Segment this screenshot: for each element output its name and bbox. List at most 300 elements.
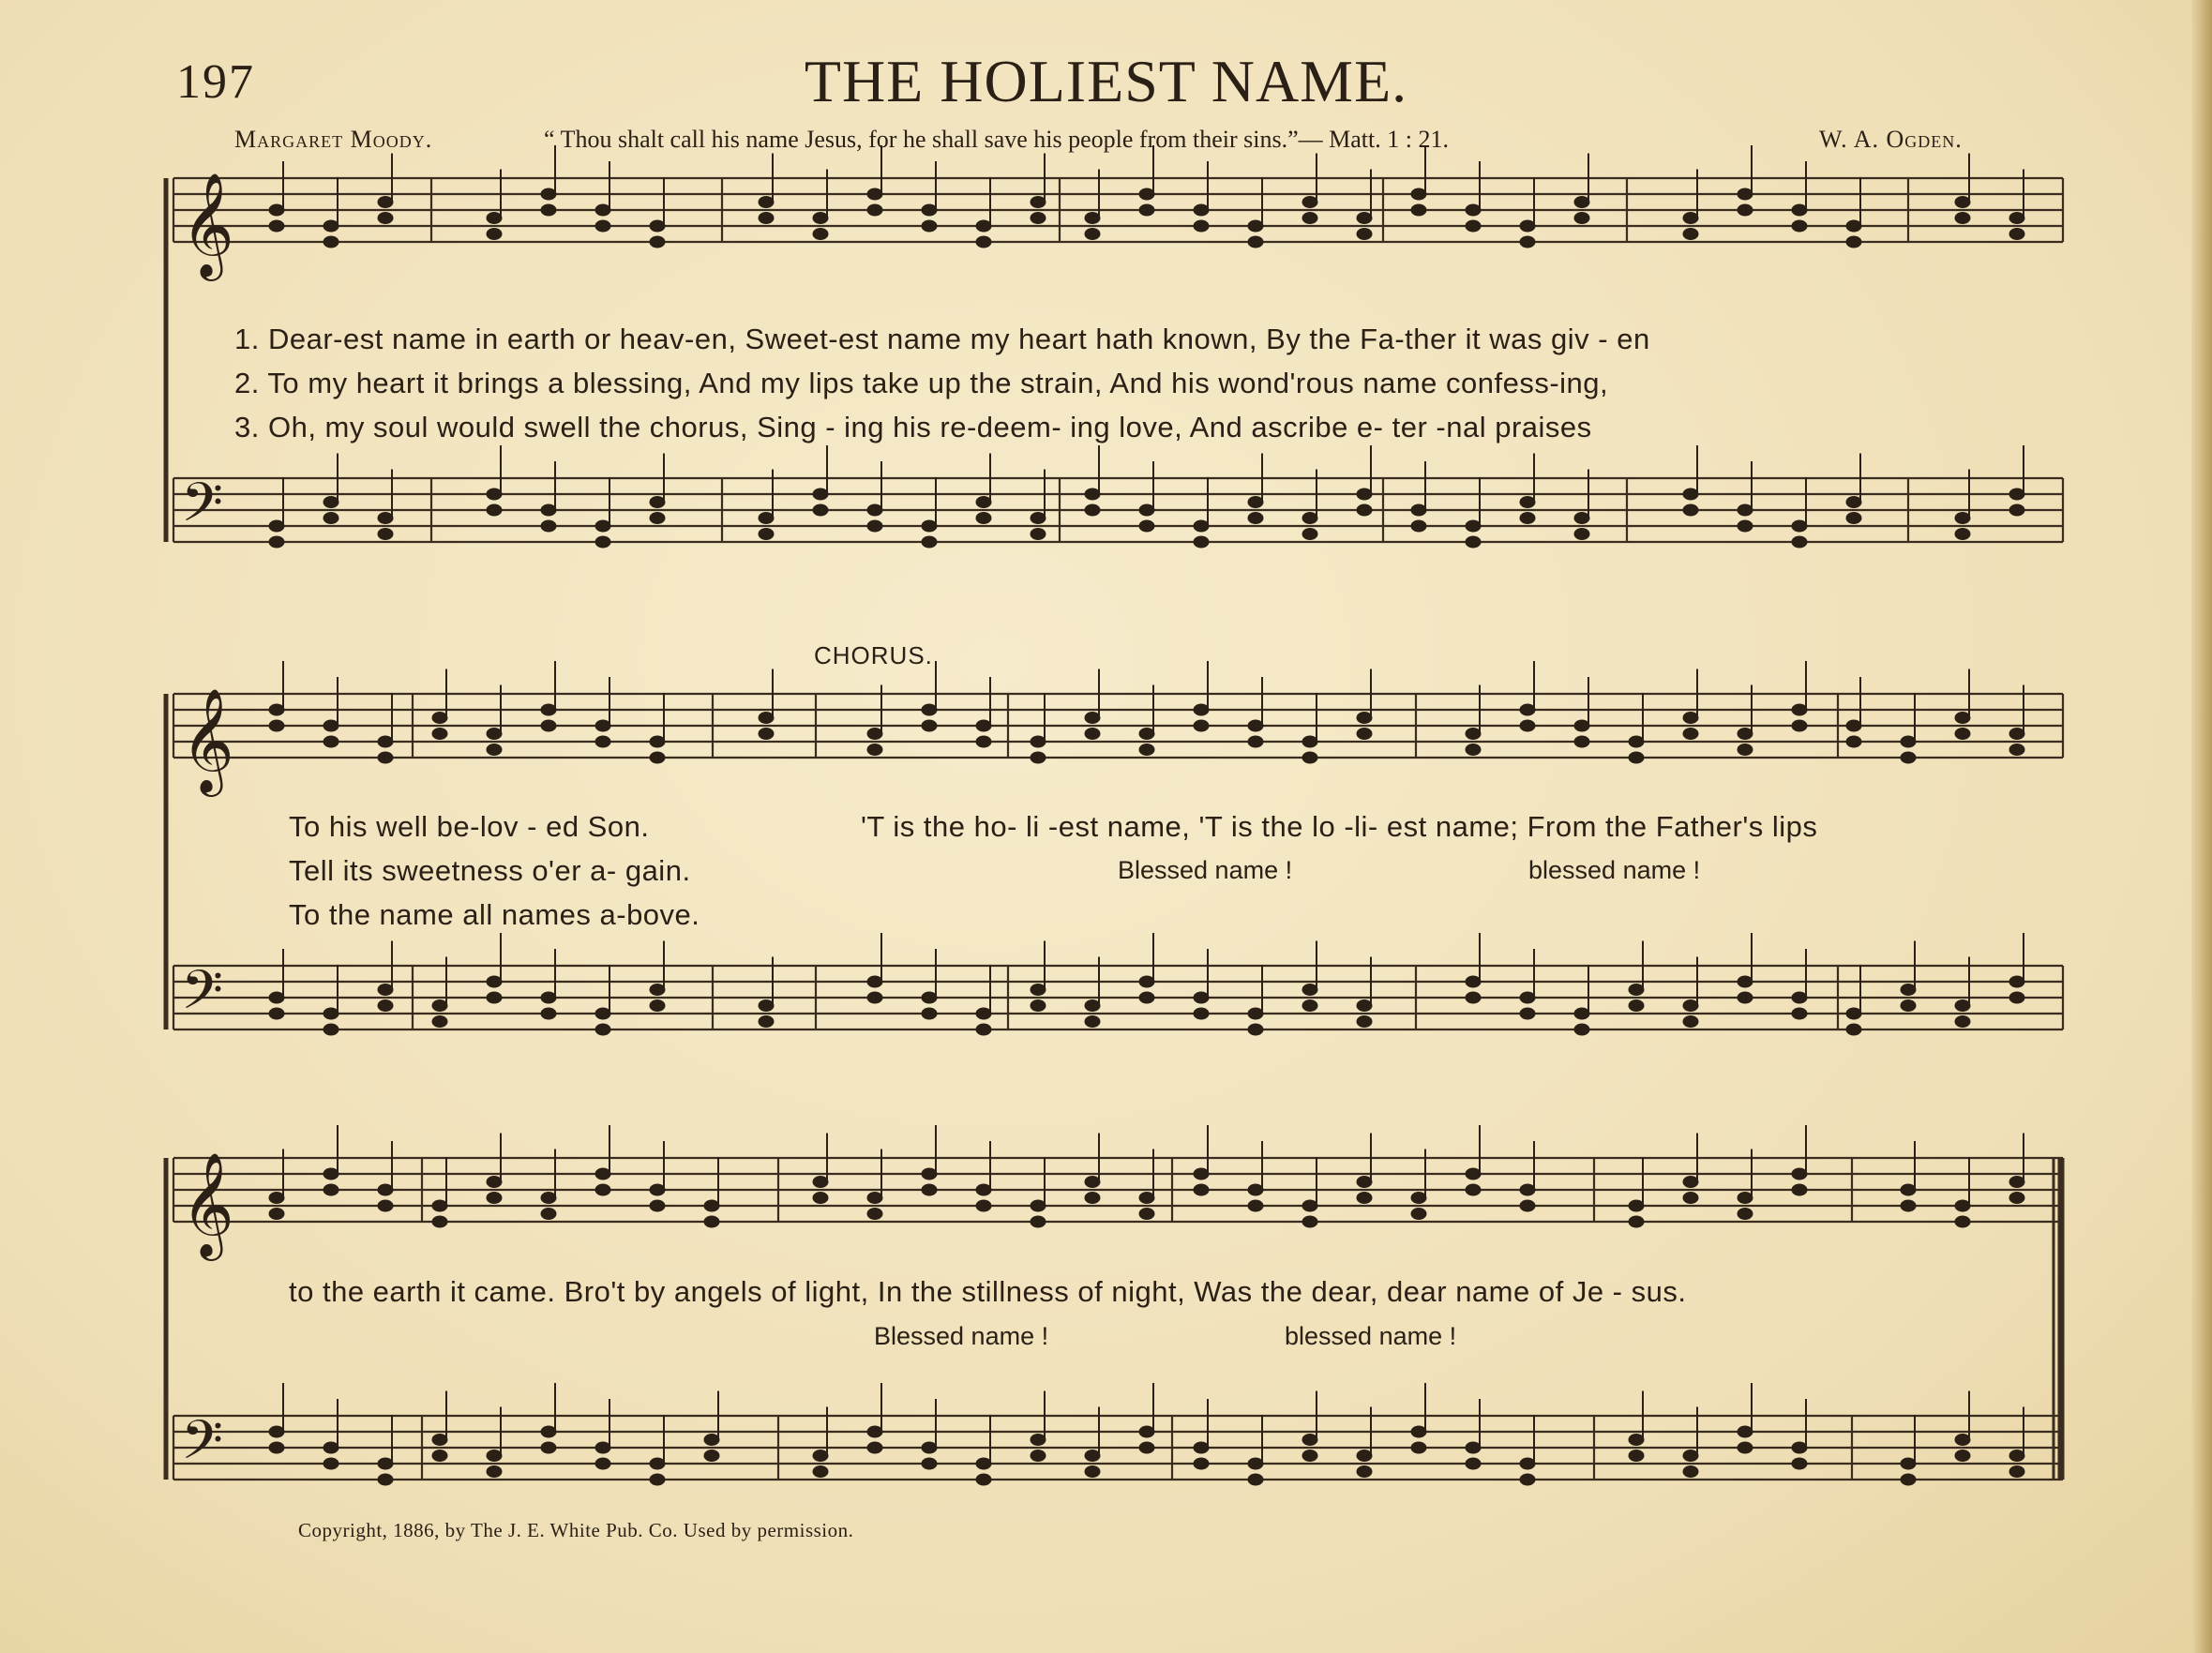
note-head bbox=[1248, 736, 1263, 747]
note-head bbox=[595, 1442, 610, 1453]
note-head bbox=[1139, 1193, 1154, 1204]
note-head bbox=[1085, 488, 1100, 500]
note-head bbox=[1031, 752, 1046, 763]
note-head bbox=[1574, 213, 1589, 224]
note-head bbox=[487, 213, 502, 224]
note-head bbox=[269, 220, 284, 232]
note-head bbox=[1629, 736, 1644, 747]
note-head bbox=[704, 1450, 719, 1462]
note-head bbox=[541, 704, 556, 715]
note-head bbox=[595, 520, 610, 532]
note-head bbox=[1738, 1426, 1753, 1437]
note-head bbox=[378, 513, 393, 524]
note-head bbox=[1792, 1008, 1807, 1019]
note-head bbox=[1302, 984, 1317, 996]
note-head bbox=[432, 1450, 447, 1462]
note-head bbox=[2009, 744, 2024, 756]
note-head bbox=[1302, 1200, 1317, 1211]
note-head bbox=[1248, 1458, 1263, 1469]
note-head bbox=[1411, 204, 1426, 216]
note-head bbox=[541, 1193, 556, 1204]
note-head bbox=[976, 513, 991, 524]
note-head bbox=[1248, 1200, 1263, 1211]
note-head bbox=[2009, 992, 2024, 1003]
note-head bbox=[1248, 1474, 1263, 1485]
note-head bbox=[1574, 1008, 1589, 1019]
note-head bbox=[1574, 720, 1589, 731]
note-head bbox=[595, 220, 610, 232]
note-head bbox=[1520, 1184, 1535, 1195]
note-head bbox=[269, 720, 284, 731]
note-head bbox=[922, 1008, 937, 1019]
note-head bbox=[1411, 1426, 1426, 1437]
note-head bbox=[1466, 992, 1481, 1003]
note-head bbox=[759, 197, 774, 208]
note-head bbox=[976, 1008, 991, 1019]
note-head bbox=[1085, 1193, 1100, 1204]
note-head bbox=[1085, 504, 1100, 516]
author-credit: Margaret Moody. bbox=[234, 126, 433, 153]
note-head bbox=[378, 529, 393, 540]
note-head bbox=[1302, 752, 1317, 763]
note-head bbox=[1846, 220, 1861, 232]
note-head bbox=[1792, 536, 1807, 548]
note-head bbox=[1031, 1216, 1046, 1227]
note-head bbox=[1031, 1000, 1046, 1012]
note-head bbox=[269, 1193, 284, 1204]
note-head bbox=[1031, 213, 1046, 224]
note-head bbox=[1792, 720, 1807, 731]
note-head bbox=[324, 1008, 339, 1019]
note-head bbox=[922, 536, 937, 548]
note-head bbox=[541, 204, 556, 216]
note-head bbox=[650, 1000, 665, 1012]
note-head bbox=[432, 1216, 447, 1227]
note-head bbox=[1901, 1184, 1916, 1195]
note-head bbox=[1955, 729, 1970, 740]
note-head bbox=[1357, 1193, 1372, 1204]
scripture-quote: “ Thou shalt call his name Jesus, for he shall save his people from their sins.”— Matt. 1 : 21. bbox=[544, 126, 1449, 153]
note-head bbox=[650, 513, 665, 524]
note-head bbox=[976, 720, 991, 731]
note-head bbox=[1411, 188, 1426, 200]
note-head bbox=[1085, 1177, 1100, 1188]
note-head bbox=[1357, 229, 1372, 240]
note-head bbox=[2009, 729, 2024, 740]
note-head bbox=[867, 204, 882, 216]
note-head bbox=[1792, 1168, 1807, 1180]
note-head bbox=[1194, 204, 1209, 216]
note-head bbox=[487, 229, 502, 240]
note-head bbox=[1302, 213, 1317, 224]
note-head bbox=[1357, 488, 1372, 500]
note-head bbox=[1139, 1442, 1154, 1453]
note-head bbox=[1792, 520, 1807, 532]
note-head bbox=[922, 1168, 937, 1180]
note-head bbox=[595, 736, 610, 747]
note-head bbox=[1683, 488, 1698, 500]
note-head bbox=[922, 520, 937, 532]
note-head bbox=[813, 1177, 828, 1188]
verse-1-ending: To his well be-lov - ed Son. bbox=[289, 810, 650, 843]
note-head bbox=[541, 1442, 556, 1453]
note-head bbox=[1085, 229, 1100, 240]
note-head bbox=[922, 1442, 937, 1453]
note-head bbox=[1085, 1016, 1100, 1028]
note-head bbox=[1846, 1008, 1861, 1019]
note-head bbox=[1466, 220, 1481, 232]
note-head bbox=[269, 204, 284, 216]
note-head bbox=[1466, 744, 1481, 756]
note-head bbox=[1139, 204, 1154, 216]
note-head bbox=[1683, 229, 1698, 240]
note-head bbox=[432, 1200, 447, 1211]
note-head bbox=[1302, 529, 1317, 540]
note-head bbox=[595, 1024, 610, 1035]
note-head bbox=[1792, 992, 1807, 1003]
note-head bbox=[2009, 1466, 2024, 1478]
note-head bbox=[1738, 1209, 1753, 1220]
note-head bbox=[541, 1008, 556, 1019]
note-head bbox=[922, 220, 937, 232]
note-head bbox=[595, 1184, 610, 1195]
note-head bbox=[324, 1184, 339, 1195]
note-head bbox=[1629, 1435, 1644, 1446]
composer-credit: W. A. Ogden. bbox=[1819, 126, 1963, 153]
note-head bbox=[976, 220, 991, 232]
note-head bbox=[867, 1193, 882, 1204]
note-head bbox=[378, 736, 393, 747]
note-head bbox=[759, 713, 774, 724]
note-head bbox=[1955, 1216, 1970, 1227]
note-head bbox=[541, 504, 556, 516]
treble-clef-icon: 𝄞 bbox=[181, 687, 234, 792]
note-head bbox=[378, 1200, 393, 1211]
chorus-label: CHORUS. bbox=[814, 641, 933, 669]
note-head bbox=[324, 220, 339, 232]
note-head bbox=[487, 1193, 502, 1204]
note-head bbox=[324, 497, 339, 508]
note-head bbox=[813, 213, 828, 224]
note-head bbox=[1194, 1458, 1209, 1469]
note-head bbox=[1031, 1435, 1046, 1446]
note-head bbox=[867, 188, 882, 200]
note-head bbox=[1194, 1184, 1209, 1195]
note-head bbox=[1846, 1024, 1861, 1035]
note-head bbox=[1085, 213, 1100, 224]
note-head bbox=[759, 729, 774, 740]
note-head bbox=[704, 1200, 719, 1211]
note-head bbox=[1520, 704, 1535, 715]
note-head bbox=[269, 1008, 284, 1019]
note-head bbox=[432, 1016, 447, 1028]
note-head bbox=[759, 1016, 774, 1028]
note-head bbox=[1520, 1474, 1535, 1485]
note-head bbox=[1031, 984, 1046, 996]
note-head bbox=[1792, 204, 1807, 216]
note-head bbox=[1955, 1200, 1970, 1211]
note-head bbox=[1139, 520, 1154, 532]
note-head bbox=[541, 720, 556, 731]
note-head bbox=[922, 1184, 937, 1195]
note-head bbox=[1683, 504, 1698, 516]
note-head bbox=[378, 1474, 393, 1485]
note-head bbox=[2009, 1177, 2024, 1188]
hymn-title: THE HOLIEST NAME. bbox=[804, 48, 1408, 114]
note-head bbox=[541, 520, 556, 532]
note-head bbox=[595, 1168, 610, 1180]
note-head bbox=[1955, 213, 1970, 224]
note-head bbox=[759, 513, 774, 524]
note-head bbox=[1357, 713, 1372, 724]
note-head bbox=[650, 236, 665, 248]
copyright-notice: Copyright, 1886, by The J. E. White Pub. Co. Used by permission. bbox=[298, 1519, 854, 1541]
note-head bbox=[1629, 1000, 1644, 1012]
note-head bbox=[269, 1442, 284, 1453]
note-head bbox=[1302, 513, 1317, 524]
note-head bbox=[650, 1474, 665, 1485]
note-head bbox=[1846, 513, 1861, 524]
note-head bbox=[1248, 236, 1263, 248]
note-head bbox=[2009, 1193, 2024, 1204]
note-head bbox=[1302, 1000, 1317, 1012]
verse-2-line: 2. To my heart it brings a blessing, And my lips take up the strain, And his wond'rous name confess-ing, bbox=[234, 367, 1609, 399]
chorus-line-1: 'T is the ho- li -est name, 'T is the lo -li- est name; From the Father's lips bbox=[861, 810, 1818, 843]
note-head bbox=[1139, 504, 1154, 516]
note-head bbox=[1792, 1184, 1807, 1195]
note-head bbox=[1901, 1000, 1916, 1012]
note-head bbox=[650, 1184, 665, 1195]
note-head bbox=[487, 729, 502, 740]
note-head bbox=[867, 520, 882, 532]
note-head bbox=[269, 1426, 284, 1437]
note-head bbox=[1955, 197, 1970, 208]
note-head bbox=[813, 504, 828, 516]
note-head bbox=[324, 736, 339, 747]
note-head bbox=[650, 1458, 665, 1469]
verse-1-line: 1. Dear-est name in earth or heav-en, Sweet-est name my heart hath known, By the Fa-ther it was giv - en bbox=[234, 323, 1650, 355]
note-head bbox=[1248, 1024, 1263, 1035]
note-head bbox=[1411, 1442, 1426, 1453]
chorus-echo-1a: Blessed name ! bbox=[1118, 856, 1293, 884]
note-head bbox=[378, 213, 393, 224]
note-head bbox=[813, 488, 828, 500]
note-head bbox=[1194, 520, 1209, 532]
note-head bbox=[1629, 752, 1644, 763]
note-head bbox=[1466, 976, 1481, 987]
note-head bbox=[759, 213, 774, 224]
note-head bbox=[1738, 520, 1753, 532]
note-head bbox=[1248, 1008, 1263, 1019]
note-head bbox=[1520, 236, 1535, 248]
note-head bbox=[541, 992, 556, 1003]
note-head bbox=[1792, 704, 1807, 715]
note-head bbox=[1302, 197, 1317, 208]
note-head bbox=[1411, 1193, 1426, 1204]
note-head bbox=[1520, 513, 1535, 524]
note-head bbox=[269, 520, 284, 532]
note-head bbox=[1085, 713, 1100, 724]
note-head bbox=[813, 1466, 828, 1478]
note-head bbox=[1466, 1458, 1481, 1469]
note-head bbox=[595, 1008, 610, 1019]
note-head bbox=[1846, 720, 1861, 731]
note-head bbox=[1466, 1168, 1481, 1180]
note-head bbox=[1955, 513, 1970, 524]
note-head bbox=[1139, 1209, 1154, 1220]
note-head bbox=[269, 1209, 284, 1220]
note-head bbox=[1248, 720, 1263, 731]
note-head bbox=[1901, 1200, 1916, 1211]
note-head bbox=[1629, 1200, 1644, 1211]
note-head bbox=[867, 976, 882, 987]
note-head bbox=[487, 992, 502, 1003]
note-head bbox=[976, 497, 991, 508]
note-head bbox=[1846, 497, 1861, 508]
note-head bbox=[1901, 752, 1916, 763]
note-head bbox=[1248, 513, 1263, 524]
note-head bbox=[1194, 720, 1209, 731]
note-head bbox=[1302, 1216, 1317, 1227]
note-head bbox=[1738, 504, 1753, 516]
note-head bbox=[1411, 520, 1426, 532]
note-head bbox=[1139, 1426, 1154, 1437]
note-head bbox=[1955, 1435, 1970, 1446]
note-head bbox=[378, 984, 393, 996]
note-head bbox=[650, 1200, 665, 1211]
note-head bbox=[922, 720, 937, 731]
note-head bbox=[976, 1024, 991, 1035]
note-head bbox=[1466, 520, 1481, 532]
note-head bbox=[2009, 976, 2024, 987]
note-head bbox=[1738, 744, 1753, 756]
note-head bbox=[1411, 1209, 1426, 1220]
bass-clef-icon: 𝄢 bbox=[181, 471, 224, 548]
note-head bbox=[1683, 213, 1698, 224]
note-head bbox=[487, 1450, 502, 1462]
note-head bbox=[650, 984, 665, 996]
note-head bbox=[595, 1458, 610, 1469]
note-head bbox=[1031, 1200, 1046, 1211]
note-head bbox=[1085, 1000, 1100, 1012]
note-head bbox=[1955, 529, 1970, 540]
note-head bbox=[1357, 1450, 1372, 1462]
note-head bbox=[1248, 1184, 1263, 1195]
note-head bbox=[976, 1474, 991, 1485]
note-head bbox=[759, 529, 774, 540]
note-head bbox=[1846, 736, 1861, 747]
note-head bbox=[487, 488, 502, 500]
note-head bbox=[1357, 1000, 1372, 1012]
note-head bbox=[432, 729, 447, 740]
note-head bbox=[1629, 984, 1644, 996]
note-head bbox=[541, 1426, 556, 1437]
chorus-echo-1b: blessed name ! bbox=[1528, 856, 1701, 884]
note-head bbox=[1520, 992, 1535, 1003]
note-head bbox=[541, 188, 556, 200]
note-head bbox=[1466, 536, 1481, 548]
note-head bbox=[595, 536, 610, 548]
note-head bbox=[867, 744, 882, 756]
note-head bbox=[378, 1000, 393, 1012]
note-head bbox=[1302, 1435, 1317, 1446]
note-head bbox=[1139, 992, 1154, 1003]
note-head bbox=[867, 729, 882, 740]
note-head bbox=[1683, 1016, 1698, 1028]
chorus-line-2: to the earth it came. Bro't by angels of light, In the stillness of night, Was the dear, dear name of Je - sus. bbox=[289, 1275, 1687, 1308]
note-head bbox=[650, 220, 665, 232]
note-head bbox=[2009, 1450, 2024, 1462]
note-head bbox=[1683, 1466, 1698, 1478]
note-head bbox=[2009, 504, 2024, 516]
note-head bbox=[324, 1024, 339, 1035]
chorus-echo-2a: Blessed name ! bbox=[874, 1322, 1049, 1350]
note-head bbox=[1302, 736, 1317, 747]
note-head bbox=[1901, 1458, 1916, 1469]
note-head bbox=[324, 1442, 339, 1453]
note-head bbox=[1194, 1442, 1209, 1453]
note-head bbox=[378, 752, 393, 763]
note-head bbox=[1792, 1442, 1807, 1453]
hymn-number: 197 bbox=[176, 55, 255, 109]
note-head bbox=[487, 1466, 502, 1478]
note-head bbox=[269, 536, 284, 548]
note-head bbox=[1738, 976, 1753, 987]
note-head bbox=[1955, 713, 1970, 724]
note-head bbox=[976, 1458, 991, 1469]
note-head bbox=[1574, 1024, 1589, 1035]
note-head bbox=[976, 736, 991, 747]
note-head bbox=[1194, 992, 1209, 1003]
note-head bbox=[1466, 1442, 1481, 1453]
note-head bbox=[1031, 197, 1046, 208]
note-head bbox=[813, 1450, 828, 1462]
note-head bbox=[1629, 1450, 1644, 1462]
note-head bbox=[867, 504, 882, 516]
note-head bbox=[1248, 220, 1263, 232]
note-head bbox=[1901, 1474, 1916, 1485]
note-head bbox=[2009, 229, 2024, 240]
note-head bbox=[1031, 513, 1046, 524]
note-head bbox=[1520, 1458, 1535, 1469]
bass-clef-icon: 𝄢 bbox=[181, 1408, 224, 1485]
note-head bbox=[432, 1000, 447, 1012]
note-head bbox=[2009, 488, 2024, 500]
verse-3-line: 3. Oh, my soul would swell the chorus, Sing - ing his re-deem- ing love, And ascribe e- ter -nal praises bbox=[234, 411, 1592, 443]
note-head bbox=[324, 236, 339, 248]
note-head bbox=[650, 497, 665, 508]
note-head bbox=[1520, 220, 1535, 232]
note-head bbox=[1194, 1008, 1209, 1019]
note-head bbox=[1194, 704, 1209, 715]
note-head bbox=[704, 1435, 719, 1446]
treble-clef-icon: 𝄞 bbox=[181, 172, 234, 277]
note-head bbox=[1520, 720, 1535, 731]
note-head bbox=[1466, 204, 1481, 216]
treble-clef-icon: 𝄞 bbox=[181, 1151, 234, 1256]
note-head bbox=[541, 1209, 556, 1220]
verse-3-ending: To the name all names a-bove. bbox=[289, 898, 700, 931]
note-head bbox=[1574, 513, 1589, 524]
note-head bbox=[1792, 220, 1807, 232]
note-head bbox=[813, 1193, 828, 1204]
note-head bbox=[1520, 1200, 1535, 1211]
note-head bbox=[1955, 1000, 1970, 1012]
note-head bbox=[1357, 1177, 1372, 1188]
verse-2-ending: Tell its sweetness o'er a- gain. bbox=[289, 854, 691, 887]
chorus-echo-2b: blessed name ! bbox=[1285, 1322, 1457, 1350]
note-head bbox=[1629, 1216, 1644, 1227]
